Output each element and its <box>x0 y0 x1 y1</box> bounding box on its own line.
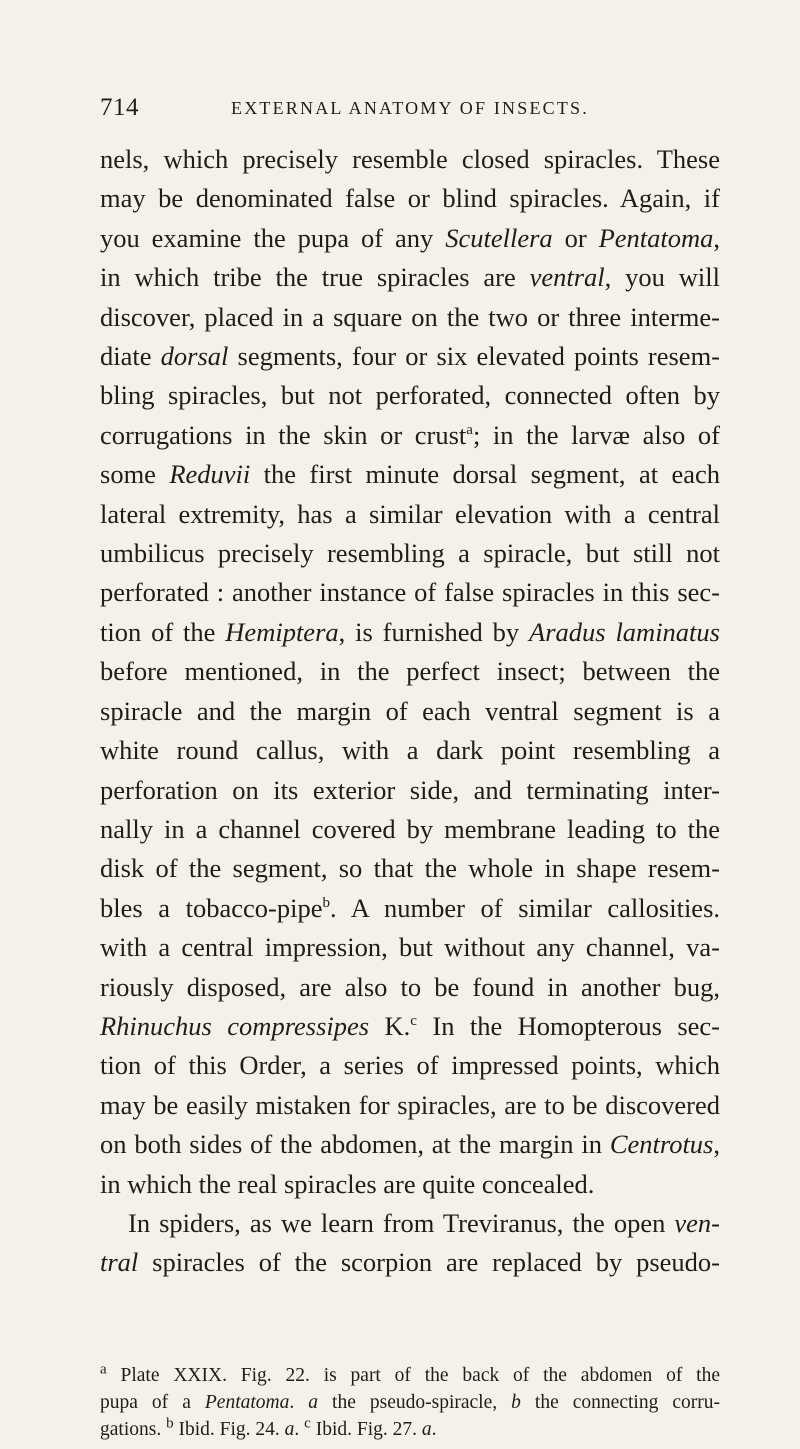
italic-text: Rhinuchus compressipes <box>100 1010 370 1041</box>
text-run: , <box>713 1129 720 1160</box>
text-line <box>100 376 720 415</box>
footnote-marker: c <box>410 1013 417 1030</box>
text-run: perforation on its exterior side, and terminating inter- <box>100 774 720 805</box>
italic-text: ven- <box>674 1207 720 1238</box>
italic-text: a <box>284 1419 295 1440</box>
text-run: , is furnished by <box>338 616 530 647</box>
text-line <box>100 652 720 691</box>
text-run: . <box>294 1419 305 1440</box>
text-run: segments, four or six elevated points resem- <box>228 341 721 372</box>
text-run: spiracles of the scorpion are replaced by pseudo- <box>138 1247 720 1278</box>
text-run: discover, placed in a square on the two or three interme- <box>100 301 720 332</box>
text-run: spiracle and the margin of each ventral segment is a <box>100 695 720 726</box>
text-run: the first minute dorsal segment, at each <box>250 459 720 490</box>
text-run: . A number of similar callosities. <box>329 892 721 923</box>
footnote-line <box>100 1416 720 1443</box>
text-line <box>100 1007 720 1046</box>
text-line <box>100 179 720 218</box>
text-run: . <box>289 1392 309 1413</box>
text-line <box>100 258 720 297</box>
italic-text: b <box>511 1392 521 1413</box>
text-line <box>100 1204 720 1243</box>
italic-text: dorsal <box>160 341 229 372</box>
italic-text: Pentatoma <box>204 1392 290 1413</box>
text-line <box>100 455 720 494</box>
text-line <box>100 1046 720 1085</box>
text-run: bling spiracles, but not perforated, connected often by <box>100 380 720 411</box>
text-line <box>100 692 720 731</box>
text-run: the pseudo-spiracle, <box>318 1392 512 1413</box>
text-run: gations. <box>100 1419 167 1440</box>
text-run: In the Homopterous sec- <box>416 1010 721 1041</box>
text-run: diate <box>100 341 161 372</box>
text-run: you examine the pupa of any <box>100 222 446 253</box>
text-line <box>100 889 720 928</box>
text-line <box>100 337 720 376</box>
text-run: disk of the segment, so that the whole in shape resem- <box>100 853 720 884</box>
italic-text: a <box>308 1392 319 1413</box>
text-run: K. <box>369 1010 411 1041</box>
running-head: EXTERNAL ANATOMY OF INSECTS. <box>231 98 589 118</box>
text-line <box>100 416 720 455</box>
text-run: or <box>552 222 599 253</box>
text-run: may be denominated false or blind spiracles. Again, if <box>100 183 720 214</box>
footnote-line <box>100 1362 720 1389</box>
footnote-marker: a <box>466 422 473 439</box>
text-run: . <box>431 1419 437 1440</box>
text-run: , <box>713 222 720 253</box>
italic-text: a <box>421 1419 432 1440</box>
text-run: tion of the <box>100 616 226 647</box>
text-run: Ibid. Fig. 27. <box>310 1419 422 1440</box>
footnotes <box>100 1362 720 1443</box>
text-run: riously disposed, are also to be found in another bug, <box>100 971 720 1002</box>
text-line <box>100 534 720 573</box>
footnote-marker: b <box>166 1415 174 1432</box>
italic-text: tral <box>100 1247 139 1278</box>
text-run: lateral extremity, has a similar elevation with a central <box>100 498 720 529</box>
text-line <box>100 573 720 612</box>
text-run: the connecting corru- <box>520 1392 720 1413</box>
text-run: may be easily mistaken for spiracles, are to be discovered <box>100 1089 720 1120</box>
text-run: corrugations in the skin or crust <box>100 419 467 450</box>
footnote-line <box>100 1389 720 1416</box>
italic-text: Reduvii <box>169 459 251 490</box>
text-run: Ibid. Fig. 24. <box>173 1419 285 1440</box>
text-line <box>100 849 720 888</box>
text-run: before mentioned, in the perfect insect; between the <box>100 656 720 687</box>
italic-text: ventral <box>529 262 605 293</box>
text-run: nally in a channel covered by membrane leading to the <box>100 813 720 844</box>
footnote-marker: b <box>322 894 330 911</box>
text-run: on both sides of the abdomen, at the margin in <box>100 1129 610 1160</box>
text-run: perforated : another instance of false spiracles in this sec- <box>100 577 720 608</box>
text-run: Plate XXIX. Fig. 22. is part of the back of the abdomen of the <box>106 1365 720 1386</box>
text-run: bles a tobacco-pipe <box>100 892 323 923</box>
text-line <box>100 771 720 810</box>
text-run: In spiders, as we learn from Treviranus, the open <box>128 1207 675 1238</box>
body-text <box>100 140 720 1283</box>
text-run: in which the real spiracles are quite concealed. <box>100 1168 595 1199</box>
italic-text: Centrotus <box>609 1129 714 1160</box>
text-run: umbilicus precisely resembling a spiracle, but still not <box>100 538 720 569</box>
italic-text: Hemiptera <box>225 616 339 647</box>
text-run: , you will <box>604 262 720 293</box>
text-run: with a central impression, but without any channel, va- <box>100 932 720 963</box>
italic-text: Aradus laminatus <box>529 616 720 647</box>
text-run: pupa of a <box>100 1392 205 1413</box>
text-line <box>100 1243 720 1282</box>
page-number: 714 <box>100 94 139 121</box>
footnote-marker: c <box>304 1415 311 1432</box>
footnote-marker: a <box>100 1361 107 1378</box>
text-run: nels, which precisely resemble closed spiracles. These <box>100 144 720 174</box>
text-line <box>100 613 720 652</box>
text-run: tion of this Order, a series of impressed points, which <box>100 1050 720 1081</box>
text-run: white round callus, with a dark point resembling a <box>100 735 720 766</box>
text-run: some <box>100 459 170 490</box>
text-line <box>100 219 720 258</box>
text-line <box>100 495 720 534</box>
text-run: ; in the larvæ also of <box>472 419 720 450</box>
text-line <box>100 968 720 1007</box>
italic-text: Scutellera <box>445 222 553 253</box>
text-line <box>100 298 720 337</box>
text-line <box>100 928 720 967</box>
text-line <box>100 731 720 770</box>
text-line <box>100 1086 720 1125</box>
text-line <box>100 1125 720 1164</box>
text-run: in which tribe the true spiracles are <box>100 262 530 293</box>
page-header <box>100 94 720 128</box>
text-line <box>100 140 720 179</box>
italic-text: Pentatoma <box>598 222 714 253</box>
text-line <box>100 810 720 849</box>
text-line <box>100 1165 720 1204</box>
